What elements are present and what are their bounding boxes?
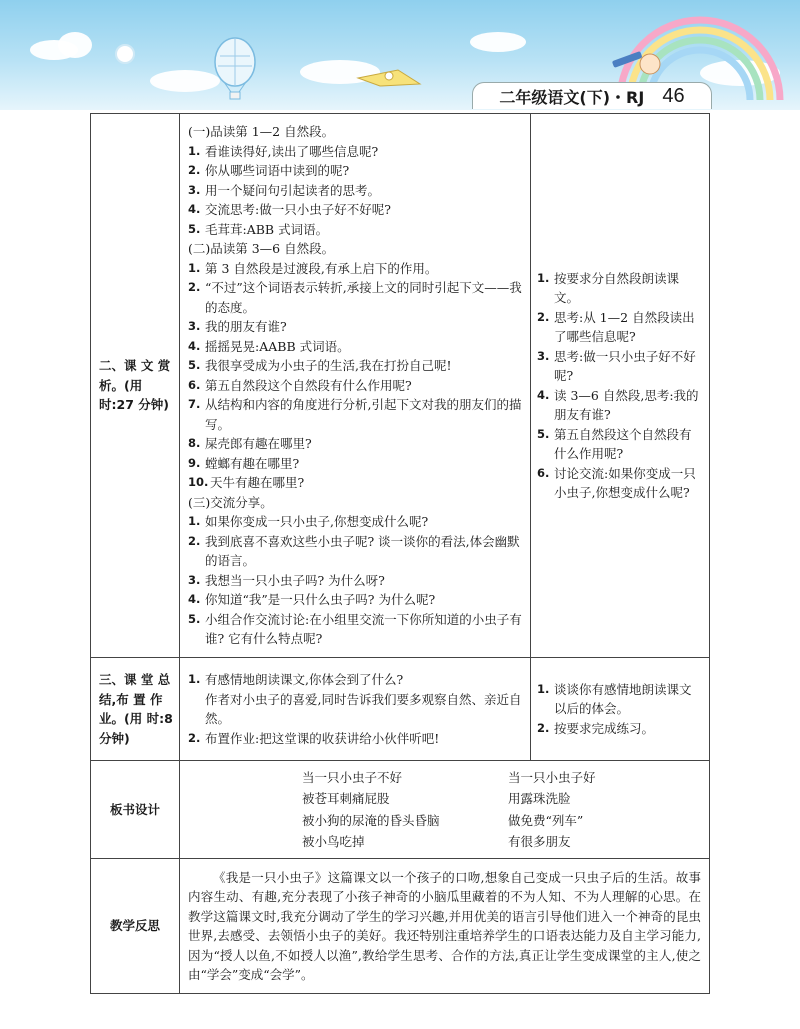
list-item — [188, 590, 524, 610]
kite-glider-icon — [358, 70, 420, 86]
list-item — [188, 473, 524, 493]
teaching-reflection-text: 《我是一只小虫子》这篇课文以一个孩子的口吻,想象自己变成一只虫子后的生活。故事内容生动、有趣,充分表现了小孩子神奇的小脑瓜里藏着的不为人知、不为人理解的心思。在教学这篇课文时,我充分调动了学生的学习兴趣,并用优美的语言引导他们进入一个神奇的昆虫世界,去感受、去领悟小虫子的美好。我还特别注重培养学生的口语表达能力及自主学习能力,因为“授人以鱼,不如授人以渔”,教给学生思考、合作的方法,真正让学生变成课堂的主人,使之由“学会”变成“会学”。 — [180, 859, 710, 994]
board-line: 被小狗的尿淹的昏头昏脑 — [302, 812, 440, 828]
item-number: 2. — [537, 720, 550, 735]
list-item — [188, 181, 524, 201]
lesson-plan-table — [90, 113, 710, 994]
list-item — [188, 278, 524, 317]
item-number: 2. — [188, 533, 201, 548]
item-number: 6. — [537, 465, 550, 480]
item-number: 1. — [188, 672, 201, 686]
list-item — [537, 269, 703, 308]
stage-label: 三、课 堂 总结,布 置 作业。(用 时:8 分钟) — [91, 658, 180, 761]
item-number: 7. — [188, 397, 201, 412]
item-number: 3. — [188, 319, 201, 334]
item-text: 毛茸茸:ABB 式词语。 — [205, 221, 329, 237]
item-text: 螳螂有趣在哪里? — [205, 455, 300, 471]
item-number: 2. — [188, 280, 201, 295]
list-item — [188, 434, 524, 454]
board-line: 被苍耳刺痛屁股 — [302, 791, 390, 806]
item-number: 1. — [188, 514, 201, 529]
list-item — [188, 610, 524, 649]
item-number: 5. — [537, 426, 550, 441]
list-item — [537, 425, 703, 464]
item-number: 3. — [537, 348, 550, 363]
teacher-activities — [180, 658, 531, 761]
item-number: 1. — [188, 143, 201, 158]
page-number: 46 — [662, 84, 685, 107]
item-text: 第五自然段这个自然段有什么作用呢? — [205, 377, 412, 393]
item-number: 8. — [188, 436, 201, 451]
board-line: 有很多朋友 — [508, 834, 571, 849]
item-text: 我到底喜不喜欢这些小虫子呢? 谈一谈你的看法,体会幽默的语言。 — [205, 533, 520, 569]
page-header — [472, 82, 712, 109]
list-item — [537, 680, 703, 719]
item-number: 3. — [188, 572, 201, 587]
list-item — [537, 464, 703, 503]
item-text: 用一个疑问句引起读者的思考。 — [205, 182, 381, 198]
list-item — [537, 386, 703, 425]
item-text: 按要求分自然段朗读课文。 — [554, 270, 680, 305]
item-text: 讨论交流:如果你变成一只小虫子,你想变成什么呢? — [554, 465, 696, 500]
item-text: 第五自然段这个自然段有什么作用呢? — [554, 426, 692, 461]
list-item — [188, 512, 524, 532]
list-item — [537, 719, 703, 739]
board-line: 被小鸟吃掉 — [302, 834, 365, 849]
item-text: 思考:从 1—2 自然段读出了哪些信息呢? — [554, 309, 695, 344]
item-note: 作者对小虫子的喜爱,同时告诉我们要多观察自然、亲近自然。 — [205, 691, 522, 726]
item-text: 交流思考:做一只小虫子好不好呢? — [205, 202, 391, 218]
item-text: 小组合作交流讨论:在小组里交流一下你所知道的小虫子有谁? 它有什么特点呢? — [205, 611, 522, 647]
part-heading: (二)品读第 3—6 自然段。 — [188, 241, 335, 257]
board-design-label: 板书设计 — [91, 761, 180, 859]
student-activities — [531, 114, 710, 658]
board-line: 当一只小虫子不好 — [302, 769, 403, 785]
list-item — [188, 454, 524, 474]
header-banner — [0, 0, 800, 110]
stage-label: 二、课 文 赏析。(用 时:27 分钟) — [91, 114, 180, 658]
board-design-row — [91, 761, 710, 859]
list-item — [188, 259, 524, 279]
item-number: 2. — [188, 163, 201, 178]
item-text: 你从哪些词语中读到的呢? — [205, 163, 350, 179]
item-text: 看谁读得好,读出了哪些信息呢? — [205, 143, 379, 159]
list-item — [188, 729, 524, 749]
list-item — [537, 347, 703, 386]
list-item — [537, 308, 703, 347]
item-number: 1. — [537, 681, 550, 696]
item-text: 第 3 自然段是过渡段,有承上启下的作用。 — [205, 260, 438, 276]
item-number: 1. — [188, 260, 201, 275]
item-text: 读 3—6 自然段,思考:我的朋友有谁? — [554, 387, 699, 422]
list-item — [188, 337, 524, 357]
item-number: 4. — [537, 387, 550, 402]
sun-icon — [116, 45, 134, 63]
item-number: 4. — [188, 338, 201, 353]
item-text: 从结构和内容的角度进行分析,引起下文对我的朋友们的描写。 — [205, 397, 522, 432]
list-item — [188, 670, 524, 690]
list-item — [188, 356, 524, 376]
board-line: 当一只小虫子好 — [508, 769, 596, 785]
list-item — [188, 142, 524, 162]
student-activities — [531, 658, 710, 761]
item-text: 有感情地朗读课文,你体会到了什么? — [205, 672, 404, 687]
item-text: 按要求完成练习。 — [554, 720, 655, 736]
item-number: 10. — [188, 475, 209, 490]
board-design-content — [180, 761, 710, 859]
list-item — [188, 395, 524, 434]
hot-air-balloon-icon — [215, 38, 255, 99]
list-item — [188, 317, 524, 337]
item-text: “不过”这个词语表示转折,承接上文的同时引起下文——我的态度。 — [205, 280, 522, 315]
section-summary-row — [91, 658, 710, 761]
item-text: 布置作业:把这堂课的收获讲给小伙伴听吧! — [205, 730, 440, 746]
board-line: 做免费“列车” — [508, 812, 584, 828]
part-heading: (一)品读第 1—2 自然段。 — [188, 124, 335, 140]
list-item — [188, 376, 524, 396]
list-item — [188, 200, 524, 220]
item-number: 2. — [188, 730, 201, 745]
item-number: 4. — [188, 592, 201, 607]
list-item — [188, 571, 524, 591]
item-text: 我的朋友有谁? — [205, 319, 287, 335]
item-number: 5. — [188, 611, 201, 626]
section-text-appreciation-row — [91, 114, 710, 658]
item-text: 天牛有趣在哪里? — [210, 475, 305, 491]
item-number: 6. — [188, 377, 201, 392]
teaching-reflection-row — [91, 859, 710, 994]
item-text: 你知道“我”是一只什么虫子吗? 为什么呢? — [205, 592, 436, 608]
item-number: 1. — [537, 270, 550, 285]
list-item — [188, 161, 524, 181]
item-text: 如果你变成一只小虫子,你想变成什么呢? — [205, 514, 429, 530]
item-number: 5. — [188, 221, 201, 236]
item-text: 思考:做一只小虫子好不好呢? — [554, 348, 696, 383]
item-text: 我想当一只小虫子吗? 为什么呀? — [205, 572, 385, 588]
board-design-grid — [302, 767, 699, 853]
list-item — [188, 532, 524, 571]
teaching-reflection-label: 教学反思 — [91, 859, 180, 994]
teacher-activities — [180, 114, 531, 658]
item-text: 谈谈你有感情地朗读课文以后的体会。 — [554, 681, 692, 717]
item-number: 2. — [537, 309, 550, 324]
board-line: 用露珠洗脸 — [508, 791, 571, 806]
item-text: 屎壳郎有趣在哪里? — [205, 436, 312, 452]
item-number: 5. — [188, 358, 201, 373]
book-series-title: 二年级语文(下)・RJ — [499, 87, 645, 107]
item-text: 我很享受成为小虫子的生活,我在打扮自己呢! — [205, 358, 452, 374]
list-item — [188, 220, 524, 240]
item-text: 摇摇晃晃:AABB 式词语。 — [205, 338, 350, 354]
part-heading: (三)交流分享。 — [188, 494, 273, 510]
item-number: 3. — [188, 182, 201, 197]
item-number: 9. — [188, 455, 201, 470]
item-number: 4. — [188, 202, 201, 217]
